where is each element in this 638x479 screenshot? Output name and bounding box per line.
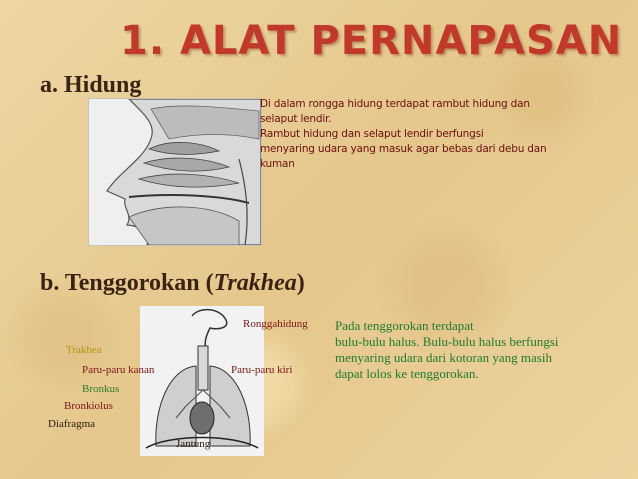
- label-bronkiolus: Bronkiolus: [64, 400, 113, 412]
- label-bronkus: Bronkus: [82, 383, 120, 395]
- trachea-description-line: dapat lolos ke tenggorokan.: [335, 366, 479, 381]
- nose-description-line: menyaring udara yang masuk agar bebas dari debu dan: [260, 143, 547, 155]
- section-b-heading-prefix: b. Tenggorokan (: [40, 270, 214, 296]
- label-paru-kiri: Paru-paru kiri: [231, 364, 293, 376]
- trachea-description: [335, 318, 620, 382]
- slide-title: 1. ALAT PERNAPASAN: [120, 18, 623, 64]
- nose-description-line: Rambut hidung dan selaput lendir berfungsi: [260, 128, 484, 140]
- label-jantung: Jantung: [176, 438, 211, 450]
- section-a-heading: a. Hidung: [40, 72, 142, 98]
- nose-description-line: selaput lendir.: [260, 113, 332, 125]
- nose-description: [260, 97, 550, 172]
- label-trakhea: Trakhea: [66, 344, 102, 356]
- nose-description-line: Di dalam rongga hidung terdapat rambut hidung dan: [260, 98, 530, 110]
- trachea-description-line: bulu-bulu halus. Bulu-bulu halus berfungsi: [335, 334, 559, 349]
- nose-anatomy-image: [88, 98, 262, 246]
- label-paru-kanan: Paru-paru kanan: [82, 364, 155, 376]
- section-b-heading: [40, 270, 305, 297]
- trachea-description-line: Pada tenggorokan terdapat: [335, 318, 474, 333]
- section-b-heading-italic: Trakhea: [213, 270, 297, 296]
- trachea-description-line: menyaring udara dari kotoran yang masih: [335, 350, 552, 365]
- label-diafragma: Diafragma: [48, 418, 96, 430]
- label-rongga-hidung: Ronggahidung: [243, 318, 308, 330]
- section-b-heading-suffix: ): [296, 270, 305, 296]
- nose-description-line: kuman: [260, 158, 295, 170]
